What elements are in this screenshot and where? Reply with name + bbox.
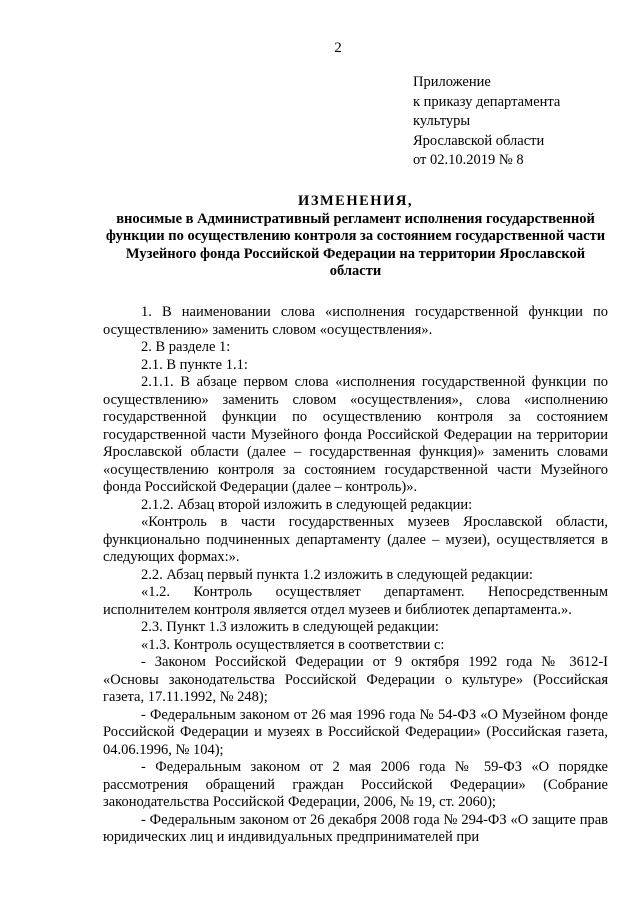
paragraph: «1.2. Контроль осуществляет департамент. Непосредственным исполнителем контроля является отдел музеев и библиотек департамента.». (103, 584, 608, 618)
appendix-line: Ярославской области (413, 132, 545, 149)
document-subtitle: вносимые в Административный регламент исполнения государственной функции по осуществлению контроля за состоянием государственной части Музейного фонда Российской Федерации на территории Ярославской области (105, 210, 606, 279)
document-title: ИЗМЕНЕНИЯ, (298, 193, 413, 209)
paragraph: - Законом Российской Федерации от 9 октября 1992 года № 3612-I «Основы законодательства Российской Федерации о культуре» (Российская газета, 17.11.1992, № 248); (103, 654, 608, 705)
paragraph: - Федеральным законом от 26 мая 1996 года № 54-ФЗ «О Музейном фонде Российской Федерации и музеях в Российской Федерации» (Российская газета, 04.06.1996, № 104); (103, 706, 608, 758)
paragraph: - Федеральным законом от 26 декабря 2008 года № 294-ФЗ «О защите прав юридических лиц и индивидуальных предпринимателей при (103, 811, 608, 845)
paragraph: 2.1.2. Абзац второй изложить в следующей редакции: (141, 496, 473, 513)
paragraph: «Контроль в части государственных музеев Ярославской области, функционально подчиненных департаменту (далее – музеи), осуществляется в следующих формах:». (103, 514, 608, 565)
paragraph: 1. В наименовании слова «исполнения государственной функции по осуществлению» заменить словом «осуществления». (103, 304, 608, 338)
paragraph: 2.3. Пункт 1.3 изложить в следующей редакции: (141, 619, 439, 635)
paragraph: 2.1.1. В абзаце первом слова «исполнения государственной функции по осуществлению» заменить словом «осуществления», слова «исполнению государственной функции по осуществлению контроля за состоянием государственной части Музейного фонда Российской Федерации на территории Ярославской области (далее – государственная функция)» заменить словами «осуществлению контроля за состоянием государственной части Музейного фонда Российской Федерации (далее – контроль)». (103, 374, 608, 495)
appendix-date-line: от 02.10.2019 № 8 (413, 152, 524, 168)
paragraph: 2.2. Абзац первый пункта 1.2 изложить в следующей редакции: (141, 566, 533, 583)
document-body (103, 304, 608, 847)
appendix-line: культуры (413, 113, 471, 129)
page-number: 2 (334, 40, 342, 56)
document-heading (103, 193, 608, 281)
appendix-block (413, 73, 560, 171)
paragraph: 2.1. В пункте 1.1: (141, 356, 248, 373)
appendix-line: Приложение (413, 74, 491, 90)
paragraph: 2. В разделе 1: (141, 339, 231, 355)
paragraph: «1.3. Контроль осуществляется в соответствии с: (141, 636, 445, 653)
appendix-line: к приказу департамента (413, 93, 561, 110)
paragraph: - Федеральным законом от 2 мая 2006 года № 59-ФЗ «О порядке рассмотрения обращений граждан Российской Федерации» (Собрание законодательства Российской Федерации, 2006, № 19, ст. 2060); (103, 759, 608, 810)
